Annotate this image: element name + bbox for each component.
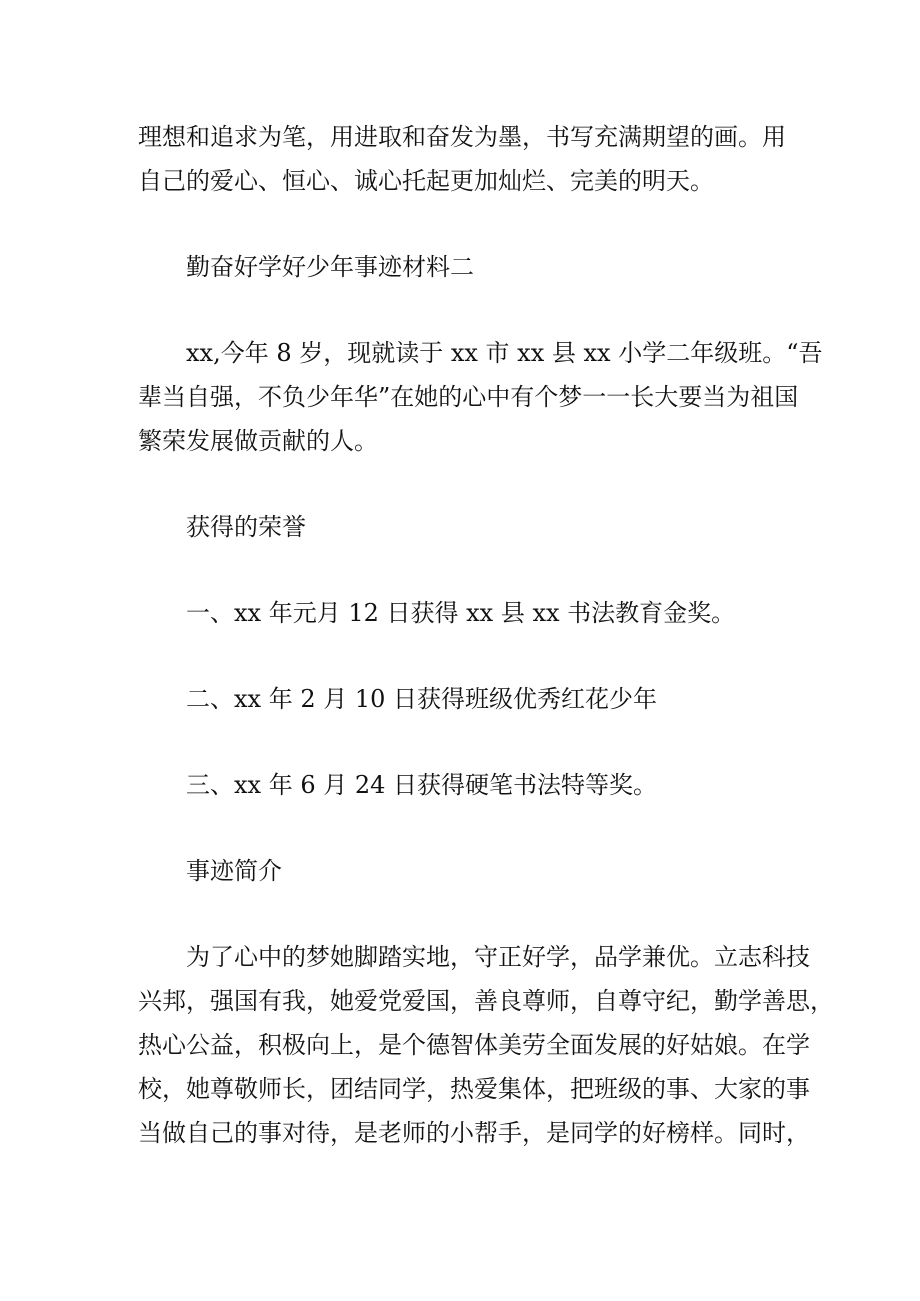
- paragraph-line: 为了心中的梦她脚踏实地，守正好学，品学兼优。立志科技: [186, 943, 810, 971]
- paragraph-intro: [138, 331, 823, 463]
- honor-item: 一、xx 年元月 12 日获得 xx 县 xx 书法教育金奖。: [186, 599, 736, 627]
- paragraph-line: 辈当自强，不负少年华”在她的心中有个梦一一长大要当为祖国: [138, 383, 799, 411]
- paragraph-closing: [138, 115, 798, 203]
- paragraph-line: 繁荣发展做贡献的人。: [138, 427, 378, 455]
- deeds-heading: 事迹简介: [186, 857, 282, 885]
- document-body: [138, 115, 834, 1155]
- paragraph-line: 理想和追求为笔，用进取和奋发为墨，书写充满期望的画。用: [138, 123, 786, 151]
- paragraph-line: xx,今年 8 岁，现就读于 xx 市 xx 县 xx 小学二年级班。“吾: [186, 339, 823, 367]
- paragraph-line: 当做自己的事对待，是老师的小帮手，是同学的好榜样。同时，: [138, 1119, 810, 1147]
- paragraph-line: 校，她尊敬师长，团结同学，热爱集体，把班级的事、大家的事: [138, 1075, 810, 1103]
- honor-item: 二、xx 年 2 月 10 日获得班级优秀红花少年: [186, 685, 658, 713]
- paragraph-line: 热心公益，积极向上，是个德智体美劳全面发展的好姑娘。在学: [138, 1031, 810, 1059]
- section-heading: 勤奋好学好少年事迹材料二: [186, 253, 474, 281]
- honor-item: 三、xx 年 6 月 24 日获得硬笔书法特等奖。: [186, 771, 658, 799]
- paragraph-line: 兴邦，强国有我，她爱党爱国，善良尊师，自尊守纪，勤学善思，: [138, 987, 834, 1015]
- honors-heading: 获得的荣誉: [186, 513, 306, 541]
- paragraph-line: 自己的爱心、恒心、诚心托起更加灿烂、完美的明天。: [138, 167, 714, 195]
- paragraph-deeds: [138, 935, 834, 1155]
